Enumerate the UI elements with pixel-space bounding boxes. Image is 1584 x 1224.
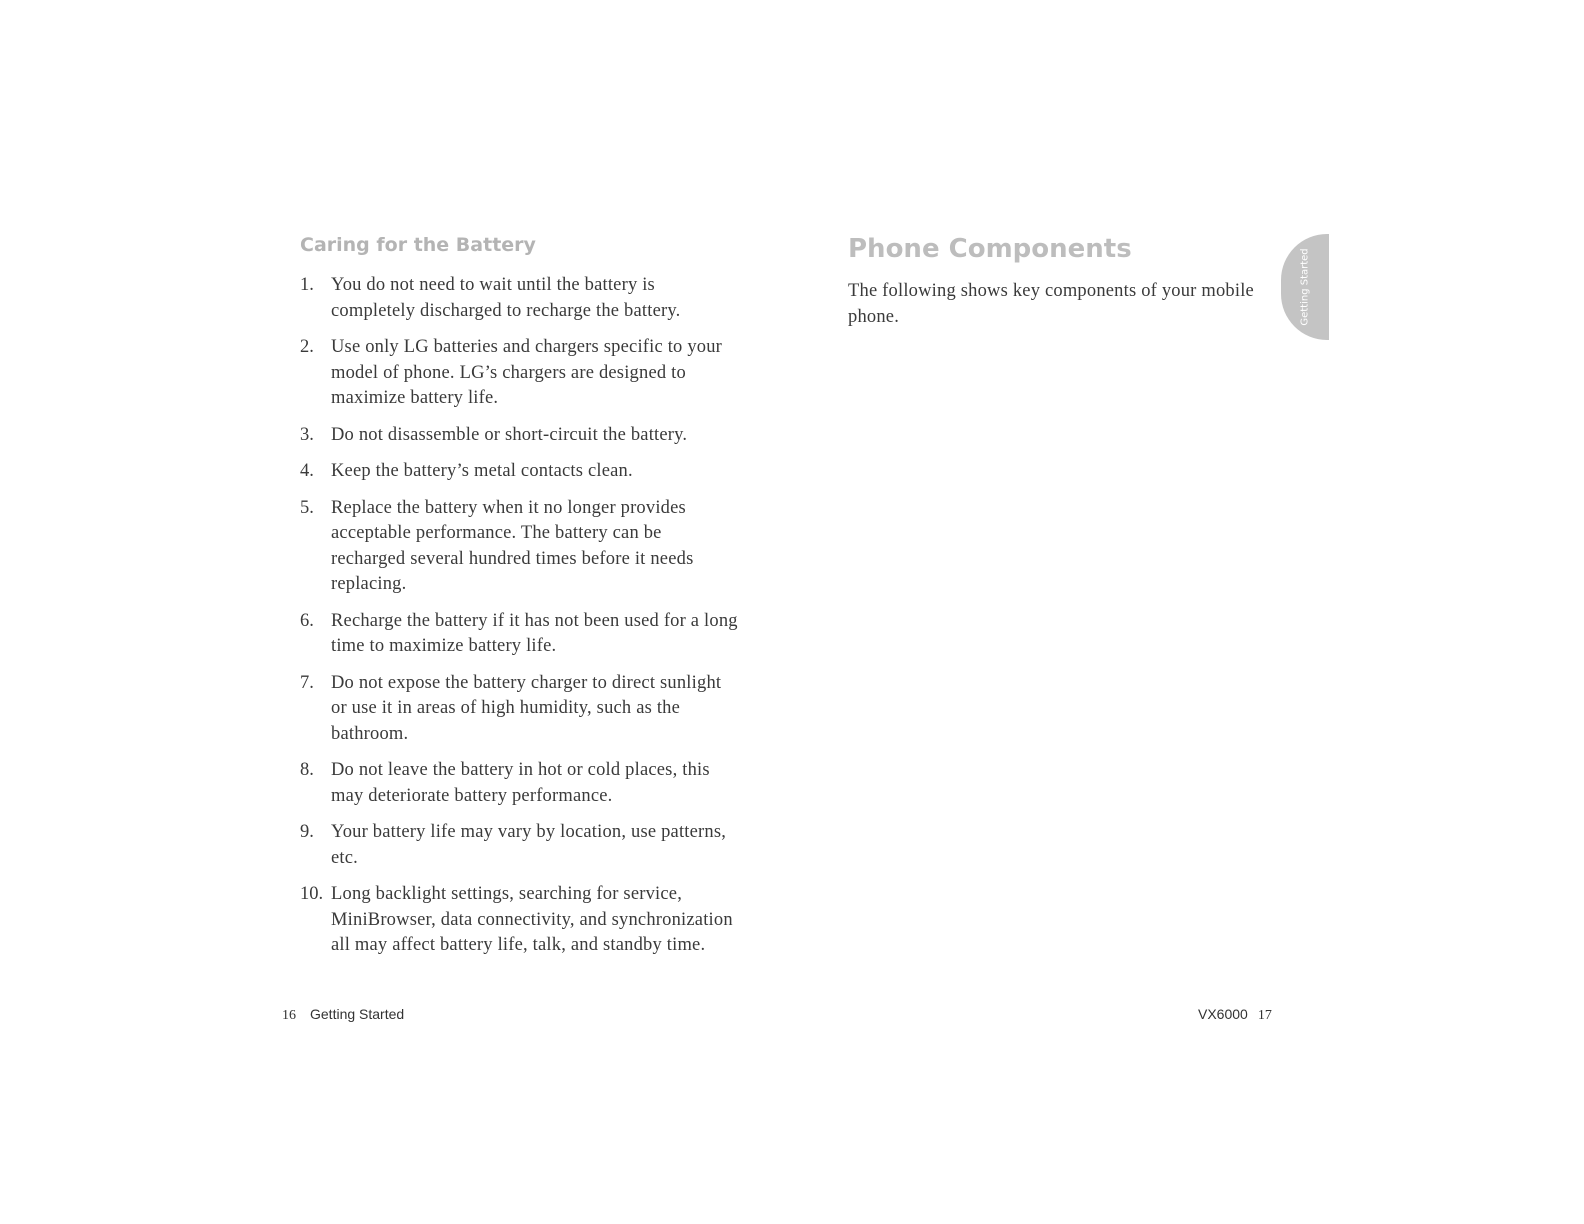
step-number: 8. <box>300 760 314 780</box>
step-number: 1. <box>300 275 314 295</box>
chapter-tab-label: Getting Started <box>1299 248 1311 326</box>
step-number: 9. <box>300 822 314 842</box>
page-number: 16 <box>282 1008 296 1023</box>
footer-model-name: VX6000 <box>1198 1006 1248 1022</box>
list-item <box>300 423 740 449</box>
list-item <box>300 882 740 959</box>
list-item <box>300 496 740 598</box>
list-item <box>300 820 740 871</box>
step-text: Long backlight settings, searching for service, MiniBrowser, data connectivity, and synchronization all may affect battery life, talk, and standby time. <box>331 884 733 955</box>
step-number: 7. <box>300 672 314 693</box>
right-page-footer <box>1198 1006 1272 1024</box>
left-page-footer <box>282 1006 404 1024</box>
intro-paragraph: The following shows key components of your mobile phone. <box>848 281 1254 327</box>
step-number: 6. <box>300 610 314 631</box>
section-heading-phone-components: Phone Components <box>848 234 1132 264</box>
step-text: Use only LG batteries and chargers specific to your model of phone. LG’s chargers are designed to maximize battery life. <box>331 337 723 408</box>
list-item <box>300 758 740 809</box>
step-number: 4. <box>300 461 314 481</box>
list-item <box>300 609 740 660</box>
step-text: Keep the battery’s metal contacts clean. <box>331 461 633 481</box>
battery-care-list <box>300 273 740 970</box>
list-item <box>300 671 740 748</box>
step-text: Your battery life may vary by location, use patterns, etc. <box>331 822 727 868</box>
step-number: 10. <box>300 884 324 904</box>
section-heading-caring-for-battery: Caring for the Battery <box>300 234 536 256</box>
step-number: 3. <box>300 424 314 445</box>
step-text: Do not leave the battery in hot or cold places, this may deteriorate battery performance. <box>331 760 710 806</box>
step-number: 5. <box>300 497 314 518</box>
step-text: Recharge the battery if it has not been used for a long time to maximize battery life. <box>331 610 738 656</box>
step-text: Replace the battery when it no longer provides acceptable performance. The battery can be recharged several hundred times before it needs replacing. <box>331 497 694 594</box>
step-text: Do not expose the battery charger to direct sunlight or use it in areas of high humidity, such as the bathroom. <box>331 672 722 744</box>
step-number: 2. <box>300 337 314 357</box>
list-item <box>300 273 740 324</box>
list-item <box>300 459 740 485</box>
footer-section-title: Getting Started <box>310 1006 405 1022</box>
page-number: 17 <box>1257 1008 1272 1023</box>
chapter-tab <box>1281 234 1329 340</box>
step-text: Do not disassemble or short-circuit the battery. <box>331 424 688 445</box>
step-text: You do not need to wait until the battery is completely discharged to recharge the battery. <box>331 275 681 321</box>
list-item <box>300 335 740 412</box>
